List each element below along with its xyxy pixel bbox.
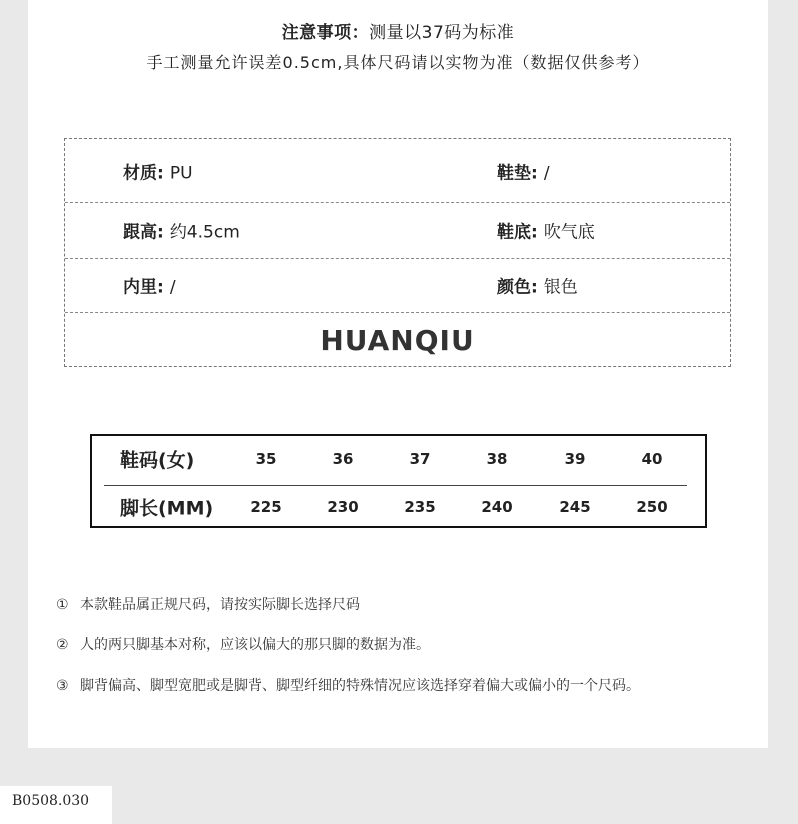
size-cell: 38 — [486, 450, 508, 468]
note-number: ② — [56, 637, 69, 653]
spec-insole — [497, 158, 550, 183]
size-table — [90, 434, 707, 528]
note-text: 本款鞋品属正规尺码，请按实际脚长选择尺码 — [80, 597, 360, 613]
size-cell: 35 — [255, 450, 277, 468]
size-row-label: 鞋码(女) — [120, 449, 195, 472]
spec-material — [123, 158, 193, 183]
length-cell: 245 — [559, 498, 591, 516]
spec-label: 内里: — [123, 277, 164, 298]
spec-label: 鞋底: — [497, 222, 538, 243]
length-cell: 235 — [404, 498, 436, 516]
notice-title-bold: 注意事项： — [281, 23, 370, 43]
size-cell: 39 — [564, 450, 586, 468]
notice-title — [28, 18, 768, 43]
size-cell: 36 — [332, 450, 354, 468]
note-3 — [56, 675, 640, 695]
length-cell: 230 — [327, 498, 359, 516]
spec-label: 颜色: — [497, 277, 538, 298]
brand-logo-row — [65, 312, 730, 368]
note-2 — [56, 634, 430, 654]
spec-color — [497, 273, 578, 298]
spec-row-lining — [65, 258, 730, 313]
spec-label: 材质: — [123, 163, 164, 183]
length-cell: 250 — [636, 498, 668, 516]
length-cell: 240 — [481, 498, 513, 516]
spec-table — [64, 138, 731, 367]
notice-title-rest: 测量以37码为标准 — [369, 23, 515, 43]
spec-value: 吹气底 — [543, 222, 595, 243]
spec-value: PU — [169, 163, 193, 183]
spec-value: / — [543, 163, 550, 183]
note-text: 人的两只脚基本对称，应该以偏大的那只脚的数据为准。 — [80, 637, 430, 653]
spec-label: 鞋垫: — [497, 163, 538, 183]
length-row — [92, 484, 705, 530]
note-number: ① — [56, 597, 69, 613]
product-code: B0508.030 — [0, 786, 112, 824]
note-number: ③ — [56, 678, 69, 694]
note-1 — [56, 594, 360, 614]
spec-heel-height — [123, 218, 240, 243]
brand-logo: HUANQIU — [320, 323, 475, 357]
size-cell: 40 — [641, 450, 663, 468]
length-cell: 225 — [250, 498, 282, 516]
spec-sole — [497, 218, 595, 243]
notice-subtitle: 手工测量允许误差0.5cm,具体尺码请以实物为准（数据仅供参考） — [146, 53, 650, 72]
spec-row-heel — [65, 202, 730, 259]
spec-lining — [123, 273, 176, 298]
length-row-label: 脚长(MM) — [120, 497, 214, 520]
spec-row-material — [65, 139, 730, 203]
spec-value: 约4.5cm — [169, 222, 240, 243]
spec-value: / — [169, 277, 176, 298]
spec-value: 银色 — [543, 277, 578, 298]
note-text: 脚背偏高、脚型宽肥或是脚背、脚型纤细的特殊情况应该选择穿着偏大或偏小的一个尺码。 — [80, 678, 640, 694]
size-guide-card — [28, 0, 768, 748]
size-row — [92, 436, 705, 482]
spec-label: 跟高: — [123, 222, 164, 243]
size-cell: 37 — [409, 450, 431, 468]
